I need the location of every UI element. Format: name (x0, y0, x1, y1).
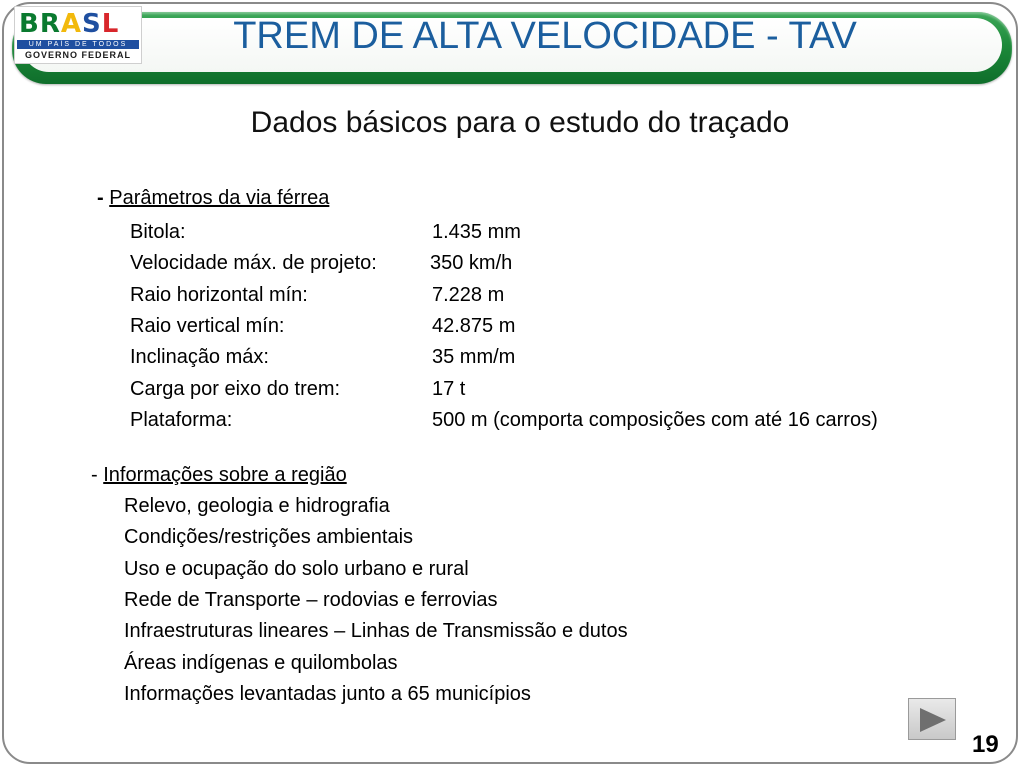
param-value: 7.228 m (432, 283, 505, 306)
track-section-heading (97, 187, 329, 210)
region-list-item: Condições/restrições ambientais (124, 526, 414, 549)
param-row (130, 252, 950, 278)
param-row (130, 409, 950, 435)
header-title: TREM DE ALTA VELOCIDADE - TAV (233, 15, 857, 57)
region-heading-text: Informações sobre a região (103, 464, 347, 486)
param-value: 350 km/h (430, 252, 513, 275)
play-triangle-icon (918, 706, 948, 734)
param-value: 17 t (432, 377, 466, 400)
param-label: Raio horizontal mín: (130, 283, 308, 306)
logo-government: GOVERNO FEDERAL (24, 50, 131, 60)
param-label: Bitola: (130, 221, 186, 243)
region-list-item: Uso e ocupação do solo urbano e rural (124, 557, 469, 580)
param-value: 500 m (comporta composições com até 16 carros) (432, 408, 878, 431)
param-value: 35 mm/m (432, 346, 516, 369)
region-list-item: Relevo, geologia e hidrografia (124, 495, 390, 517)
logo-word (19, 9, 119, 39)
param-value: 1.435 mm (432, 221, 521, 243)
logo-letters-br: BR (19, 9, 61, 39)
param-label: Plataforma: (130, 408, 233, 431)
region-heading-dash: - (91, 464, 98, 486)
param-label: Velocidade máx. de projeto: (130, 252, 377, 275)
param-label: Raio vertical mín: (130, 314, 285, 337)
logo-tagline: UM PAÍS DE TODOS (17, 40, 139, 49)
param-row (130, 221, 950, 247)
page-number: 19 (972, 731, 999, 758)
logo-letter-a: A (60, 9, 82, 39)
param-row (130, 315, 950, 341)
param-label: Carga por eixo do trem: (130, 377, 341, 400)
region-list-item: Informações levantadas junto a 65 municípios (124, 682, 531, 705)
track-heading-dash: - (97, 187, 104, 209)
logo-letter-s: S (81, 9, 102, 39)
param-row (130, 346, 950, 372)
track-heading-text: Parâmetros da via férrea (109, 187, 330, 209)
next-slide-button[interactable] (908, 698, 956, 740)
region-list-item: Rede de Transporte – rodovias e ferrovias (124, 588, 498, 611)
slide-title: Dados básicos para o estudo do traçado (250, 106, 790, 139)
logo-letter-l: L (101, 9, 120, 39)
brasil-logo (14, 6, 142, 64)
param-label: Inclinação máx: (130, 346, 269, 369)
param-value: 42.875 m (432, 314, 516, 337)
param-row (130, 284, 950, 310)
region-section-heading (91, 464, 347, 487)
param-row (130, 378, 950, 404)
region-list-item: Infraestruturas lineares – Linhas de Transmissão e dutos (124, 620, 628, 643)
region-list-item: Áreas indígenas e quilombolas (124, 651, 398, 674)
